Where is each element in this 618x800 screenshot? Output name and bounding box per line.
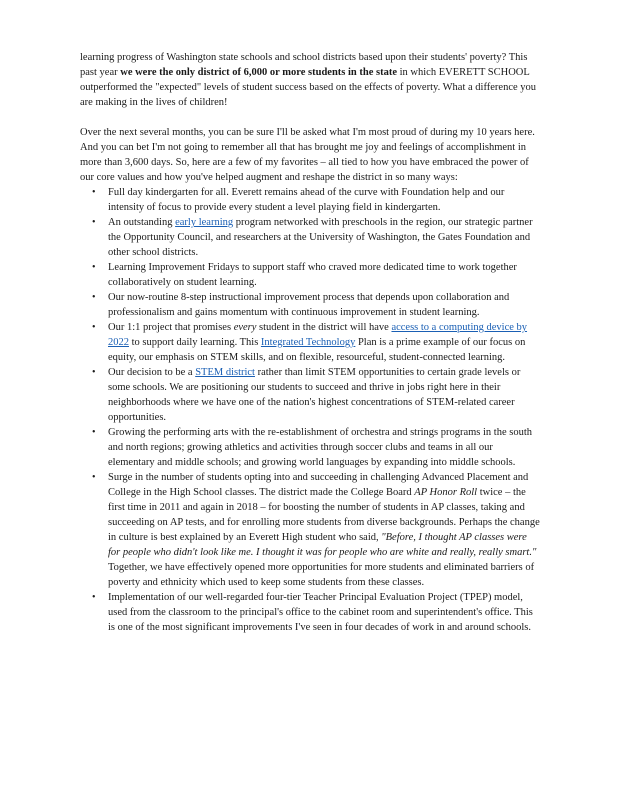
list-item: • Our now-routine 8-step instructional improvement process that depends upon collaboration and professionalism and gains momentum with continuous improvement in student learning. <box>108 290 540 320</box>
list-item: • Implementation of our well-regarded four-tier Teacher Principal Evaluation Project (TPEP) model, used from the classroom to the principal's office to the cabinet room and superintendent's office. This is one of the most significant improvements I've seen in four decades of work in and around schools. <box>108 590 540 635</box>
text: Plan is a prime example of our focus on equity, our emphasis on STEM skills, and on flexible, resourceful, student-connected learning. <box>108 337 526 363</box>
intro-paragraph-2: Over the next several months, you can be sure I'll be asked what I'm most proud of during my 10 years here. And you can bet I'm not going to remember all that has brought me joy and feelings of accomplishment in more than 3,600 days. So, here are a few of my favorites – all tied to how you have embraced the power of our core values and how you've helped augment and reshape the district in so many ways: <box>80 127 535 183</box>
text: in which EVERETT SCHOOL outperformed the "expected" levels of student success based on the effects of poverty. What a difference you are making in the lives of children! <box>80 67 537 108</box>
computing-device-link[interactable]: access to a computing device by 2022 <box>108 322 528 348</box>
text: Together, we have effectively opened more opportunities for more students and eliminated barriers of poverty and ethnicity which used to keep some students from these classes. <box>108 562 535 588</box>
document-page <box>80 50 540 635</box>
list-item <box>108 215 540 260</box>
text: twice – the first time in 2011 and again in 2018 – for boosting the number of students in AP classes, taking and succeeding on AP tests, and for enrolling more students from diverse backgrounds. Perhaps the change in culture is best explained by an Everett High student who said, <box>108 487 540 543</box>
list-item: • Learning Improvement Fridays to support staff who craved more dedicated time to work together collaboratively on student learning. <box>108 260 540 290</box>
early-learning-link[interactable]: early learning <box>175 217 234 228</box>
text: Our decision to be a <box>108 367 196 378</box>
text: rather than limit STEM opportunities to certain grade levels or some schools. We are positioning our students to succeed and thrive in jobs right here in their neighborhoods where we have one of the nation's highest concentrations of STEM-related career opportunities. <box>108 367 521 423</box>
text: An outstanding <box>108 217 176 228</box>
list-item <box>108 365 540 425</box>
italic-text: every <box>233 322 257 333</box>
bold-text: we were the only district of 6,000 or more students in the state <box>120 67 397 78</box>
intro-paragraph-1 <box>80 50 540 110</box>
italic-text: AP Honor Roll <box>414 487 478 498</box>
text: Surge in the number of students opting into and succeeding in challenging Advanced Placement and College in the High School classes. The district made the College Board <box>108 472 529 498</box>
student-quote: "Before, I thought AP classes were for people who didn't look like me. I thought it was for people who are white and really, really smart." <box>108 532 537 558</box>
stem-district-link[interactable]: STEM district <box>195 367 255 378</box>
list-item: • Full day kindergarten for all. Everett remains ahead of the curve with Foundation help and our intensity of focus to provide every student a level playing field in kindergarten. <box>108 185 540 215</box>
text: learning progress of Washington state schools and school districts based upon their students' poverty? This past year <box>80 52 528 78</box>
integrated-technology-link[interactable]: Integrated Technology <box>260 337 356 348</box>
paragraph-gap <box>80 110 540 125</box>
list-item <box>108 470 540 590</box>
list-item <box>108 320 540 365</box>
text: program networked with preschools in the region, our strategic partner the Opportunity Council, and researchers at the University of Washington, the Gates Foundation and other school districts. <box>108 217 533 258</box>
text: student in the district will have <box>256 322 392 333</box>
text: Our 1:1 project that promises <box>108 322 234 333</box>
text: to support daily learning. This <box>129 337 261 348</box>
favorites-list <box>80 185 540 635</box>
list-item: • Growing the performing arts with the re-establishment of orchestra and strings programs in the south and north regions; growing athletics and activities through soccer clubs and teams in all our elementary and middle schools; and growing world languages by expanding into middle schools. <box>108 425 540 470</box>
